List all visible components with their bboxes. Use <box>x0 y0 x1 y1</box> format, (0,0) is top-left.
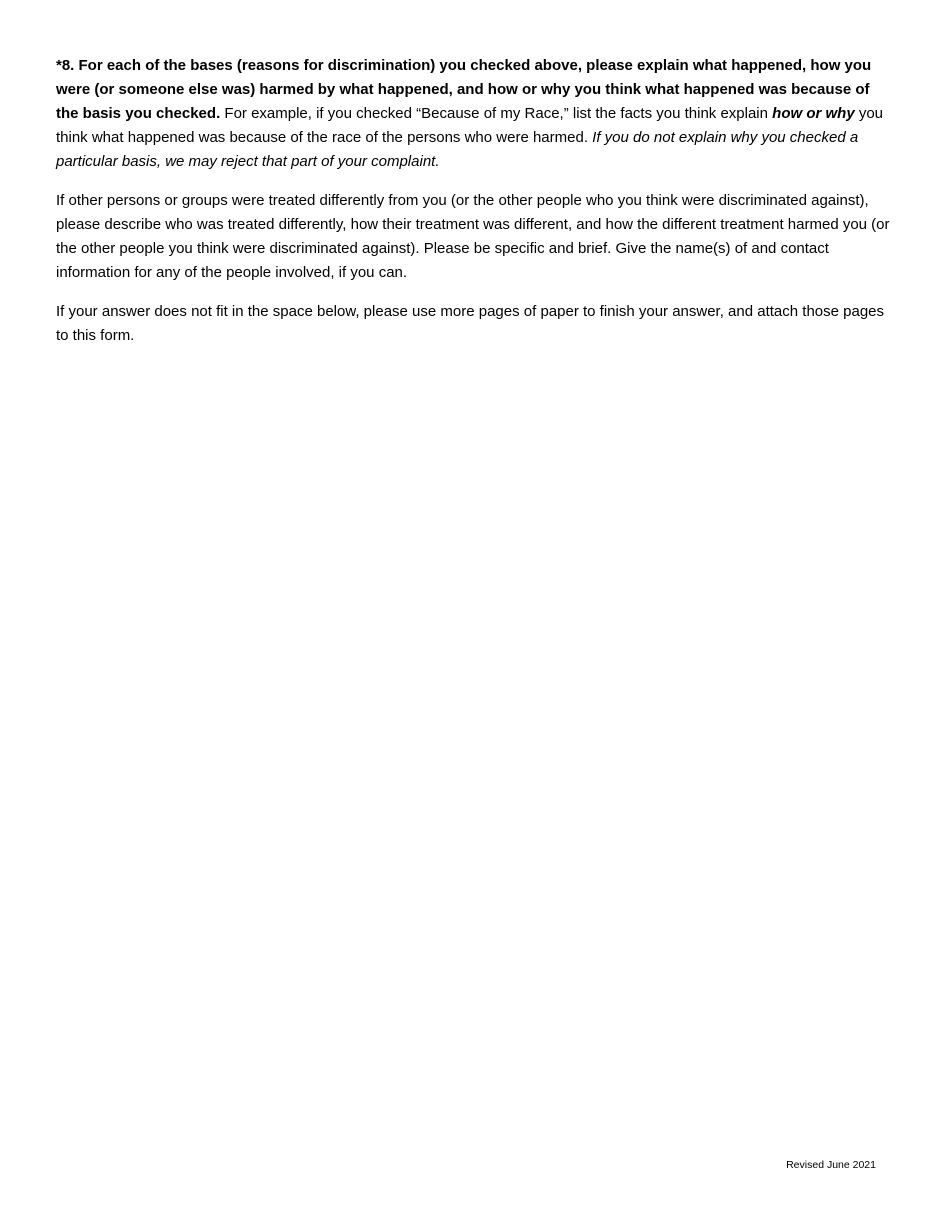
rejection-warning: If you do not explain why you checked a particular basis, we may reject that part of your complaint. <box>56 129 859 170</box>
revision-date: Revised June 2021 <box>786 1159 876 1171</box>
example-text-2: you think what happened was because of the race of the persons who were harmed. <box>56 105 884 146</box>
question-8-title: *8. For each of the bases (reasons for discrimination) you checked above, please explain what happened, how you were (or someone else was) harmed by what happened, and how or why you think what happened was because of the basis you checked. <box>56 57 872 122</box>
example-text-1: For example, if you checked “Because of my Race,” list the facts you think explain <box>220 105 773 122</box>
question-8-paragraph <box>56 54 892 174</box>
extra-pages-instructions: If your answer does not fit in the space below, please use more pages of paper to finish your answer, and attach those pages to this form. <box>56 303 885 344</box>
question-8-section <box>56 54 892 363</box>
emphasis-text: how or why <box>772 105 855 122</box>
answer-area[interactable] <box>56 360 892 1140</box>
other-persons-instructions: If other persons or groups were treated differently from you (or the other people who you think were discriminated against), please describe who was treated differently, how their treatment was different, and how the different treatment harmed you (or the other people you think were discriminated against). Please be specific and brief. Give the name(s) of and contact information for any of the people involved, if you can. <box>56 192 890 281</box>
